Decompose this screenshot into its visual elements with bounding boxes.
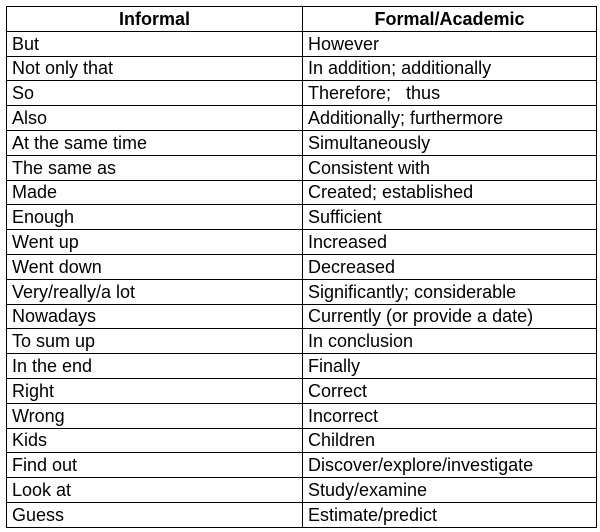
formal-cell: Estimate/predict bbox=[303, 502, 597, 527]
informal-cell: At the same time bbox=[7, 130, 303, 155]
informal-cell: Look at bbox=[7, 478, 303, 503]
formal-cell: Children bbox=[303, 428, 597, 453]
table-row bbox=[7, 428, 597, 453]
formal-cell: Currently (or provide a date) bbox=[303, 304, 597, 329]
informal-cell: Kids bbox=[7, 428, 303, 453]
informal-cell: Wrong bbox=[7, 403, 303, 428]
formal-cell: Additionally; furthermore bbox=[303, 106, 597, 131]
table-row bbox=[7, 403, 597, 428]
formal-cell: Correct bbox=[303, 378, 597, 403]
table-row bbox=[7, 502, 597, 527]
formal-cell: Discover/explore/investigate bbox=[303, 453, 597, 478]
formal-cell: Increased bbox=[303, 230, 597, 255]
table-row bbox=[7, 205, 597, 230]
table-row bbox=[7, 329, 597, 354]
table-row bbox=[7, 106, 597, 131]
formal-cell: Study/examine bbox=[303, 478, 597, 503]
table-row bbox=[7, 354, 597, 379]
formal-cell: Consistent with bbox=[303, 155, 597, 180]
informal-cell: To sum up bbox=[7, 329, 303, 354]
informal-cell: Went down bbox=[7, 254, 303, 279]
informal-cell: Find out bbox=[7, 453, 303, 478]
formal-cell: Incorrect bbox=[303, 403, 597, 428]
informal-cell: Also bbox=[7, 106, 303, 131]
formal-cell: In addition; additionally bbox=[303, 56, 597, 81]
table-row bbox=[7, 155, 597, 180]
header-informal: Informal bbox=[7, 7, 303, 32]
informal-cell: Guess bbox=[7, 502, 303, 527]
formal-cell: Finally bbox=[303, 354, 597, 379]
header-formal-academic: Formal/Academic bbox=[303, 7, 597, 32]
informal-formal-table bbox=[6, 6, 597, 528]
table-row bbox=[7, 478, 597, 503]
informal-cell: Very/really/a lot bbox=[7, 279, 303, 304]
formal-cell: Therefore; thus bbox=[303, 81, 597, 106]
formal-cell: In conclusion bbox=[303, 329, 597, 354]
table-row bbox=[7, 81, 597, 106]
table-row bbox=[7, 304, 597, 329]
formal-cell: Decreased bbox=[303, 254, 597, 279]
formal-cell: Significantly; considerable bbox=[303, 279, 597, 304]
formal-cell: Created; established bbox=[303, 180, 597, 205]
formal-cell: Simultaneously bbox=[303, 130, 597, 155]
informal-cell: Nowadays bbox=[7, 304, 303, 329]
formal-cell: However bbox=[303, 31, 597, 56]
vocabulary-table-container bbox=[6, 6, 596, 528]
formal-cell: Sufficient bbox=[303, 205, 597, 230]
table-row bbox=[7, 31, 597, 56]
table-row bbox=[7, 279, 597, 304]
informal-cell: So bbox=[7, 81, 303, 106]
informal-cell: The same as bbox=[7, 155, 303, 180]
table-row bbox=[7, 130, 597, 155]
informal-cell: Not only that bbox=[7, 56, 303, 81]
table-row bbox=[7, 378, 597, 403]
informal-cell: Enough bbox=[7, 205, 303, 230]
table-row bbox=[7, 230, 597, 255]
table-header-row bbox=[7, 7, 597, 32]
informal-cell: Made bbox=[7, 180, 303, 205]
informal-cell: But bbox=[7, 31, 303, 56]
informal-cell: Went up bbox=[7, 230, 303, 255]
table-row bbox=[7, 254, 597, 279]
informal-cell: Right bbox=[7, 378, 303, 403]
informal-cell: In the end bbox=[7, 354, 303, 379]
table-body bbox=[7, 31, 597, 527]
table-row bbox=[7, 56, 597, 81]
table-row bbox=[7, 453, 597, 478]
table-row bbox=[7, 180, 597, 205]
